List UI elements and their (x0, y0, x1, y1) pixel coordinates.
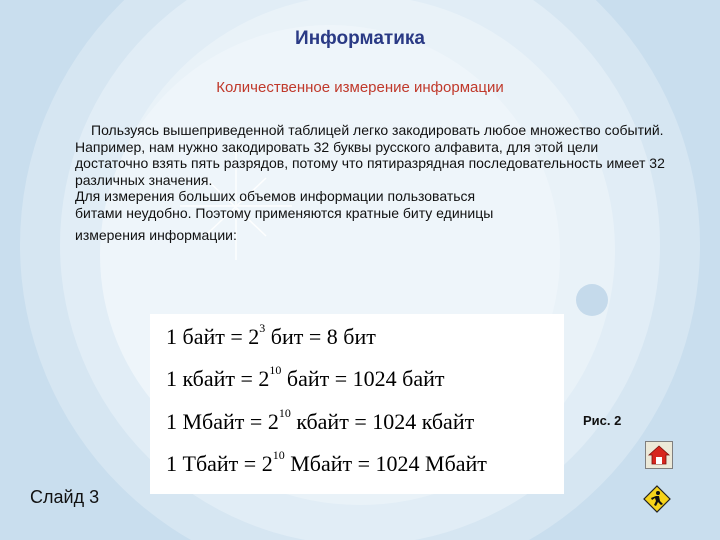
slide-number: Слайд 3 (30, 487, 100, 507)
formula-terabyte: 1 Тбайт = $2^{10}$ Мбайт = 1024 Мбайт (166, 448, 487, 476)
formula-byte: 1 байт = $2^3$ бит = 8 бит (166, 321, 376, 349)
home-icon (646, 442, 672, 468)
home-button[interactable] (645, 441, 673, 469)
figure-caption: Рис. 2 (583, 413, 622, 428)
formula-kilobyte: 1 кбайт = $2^{10}$ байт = 1024 байт (166, 363, 445, 391)
slide-subtitle: Количественное измерение информации (216, 79, 504, 96)
paragraph-units-line1: Для измерения больших объемов информации пользоваться (75, 188, 476, 204)
slide-title: Информатика (295, 28, 425, 49)
formula-panel (150, 314, 564, 494)
help-button[interactable] (643, 485, 671, 513)
paragraph-units (75, 188, 675, 244)
paragraph-units-line3: измерения информации: (75, 227, 237, 243)
help-sign-icon (643, 485, 671, 513)
body-text (75, 122, 675, 244)
paragraph-units-line2: битами неудобно. Поэтому применяются кратные биту единицы (75, 204, 494, 221)
paragraph-encoding: Пользуясь вышеприведенной таблицей легко закодировать любое множество событий. Например, нам нужно закодировать 32 буквы русского алфавита, для этой цели достаточно взять пять разрядов, потому что пятиразрядная последовательность имеет 32 различных значения. (75, 122, 665, 188)
formula-megabyte: 1 Мбайт = $2^{10}$ кбайт = 1024 кбайт (166, 406, 475, 434)
